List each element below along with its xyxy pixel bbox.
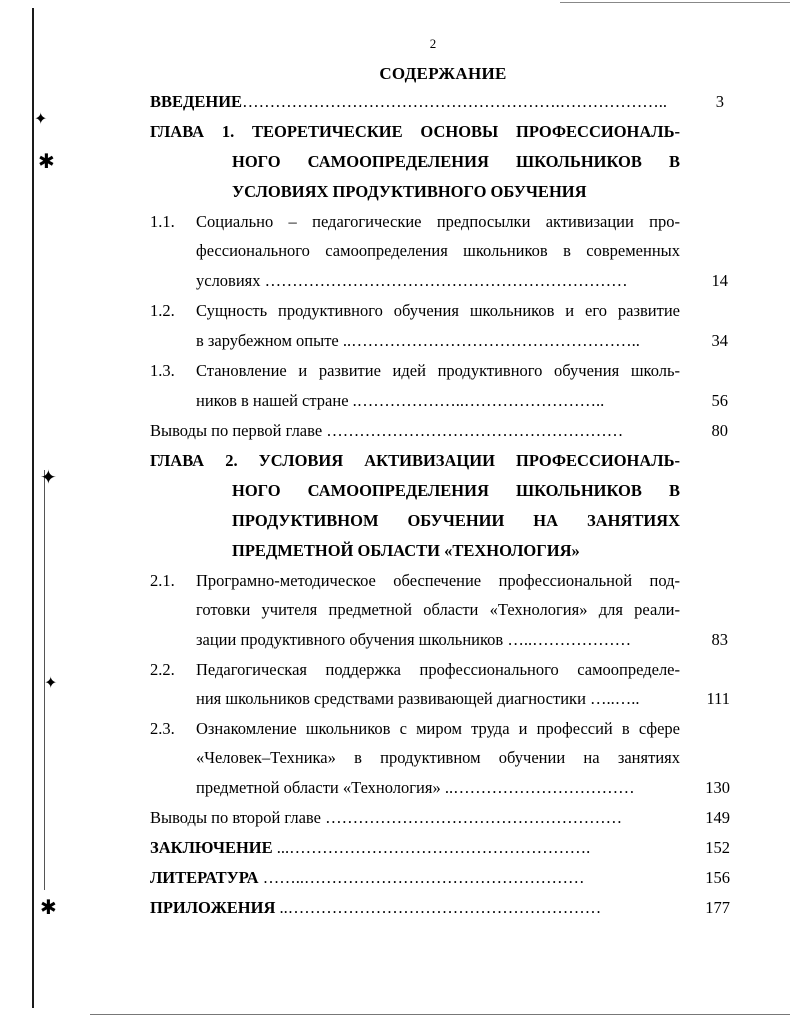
toc-section-number: 2.3. — [150, 719, 175, 738]
chapter-2-heading-line-2: НОГО САМООПРЕДЕЛЕНИЯ ШКОЛЬНИКОВ В — [232, 481, 680, 500]
toc-page-2-2: 111 — [706, 689, 730, 708]
chapter-1-heading-line-1: ГЛАВА 1. ТЕОРЕТИЧЕСКИЕ ОСНОВЫ ПРОФЕССИОНАЛЬ- — [150, 122, 680, 141]
scan-blot-icon: ✦ — [34, 111, 48, 128]
toc-page-intro: 3 — [715, 92, 724, 111]
toc-section-1-2-line-1: Сущность продуктивного обучения школьников и его развитие — [196, 301, 680, 320]
toc-section-2-1-line-3: зации продуктивного обучения школьников …..……………… — [196, 630, 632, 649]
toc-page-literature: 156 — [705, 868, 730, 887]
scan-blot-icon: ✱ — [40, 897, 57, 919]
toc-section-number: 1.2. — [150, 301, 175, 320]
toc-entry-literature: ЛИТЕРАТУРА ……..…………………………………………… — [150, 868, 585, 887]
toc-section-1-2-line-2: в зарубежном опыте ..…………………………………………….. — [196, 331, 640, 350]
toc-page-1-3: 56 — [711, 391, 728, 410]
toc-section-1-3-line-2: ников в нашей стране .………………..…………………….. — [196, 391, 605, 410]
toc-section-number: 1.1. — [150, 212, 175, 231]
scan-blot-icon: ✦ — [40, 467, 57, 489]
toc-section-2-3-line-2: «Человек–Техника» в продуктивном обучении на занятиях — [196, 748, 680, 767]
toc-section-2-2-line-1: Педагогическая поддержка профессионального самоопределе- — [196, 660, 680, 679]
toc-page-2-1: 83 — [711, 630, 728, 649]
page-number: 2 — [429, 36, 437, 51]
toc-page-1-2: 34 — [711, 331, 728, 350]
toc-section-number: 2.2. — [150, 660, 175, 679]
page-title: СОДЕРЖАНИЕ — [379, 64, 507, 83]
toc-page-conclusions-1: 80 — [711, 421, 728, 440]
scan-blot-icon: ✦ — [44, 675, 58, 692]
chapter-2-heading-line-3: ПРОДУКТИВНОМ ОБУЧЕНИИ НА ЗАНЯТИЯХ — [232, 511, 680, 530]
chapter-1-heading-line-3: УСЛОВИЯХ ПРОДУКТИВНОГО ОБУЧЕНИЯ — [232, 182, 587, 201]
toc-entry-appendix: ПРИЛОЖЕНИЯ ..………………………………………………… — [150, 898, 602, 917]
toc-page-1-1: 14 — [711, 271, 728, 290]
toc-section-1-1-line-2: фессионального самоопределения школьников в современных — [196, 241, 680, 260]
scan-edge-bottom — [90, 1014, 790, 1015]
scan-margin-line — [32, 8, 34, 1008]
toc-section-2-2-line-2: ния школьников средствами развивающей диагностики …..….. — [196, 689, 640, 708]
toc-section-1-1-line-3: условиях ………………………………………………………… — [196, 271, 628, 290]
toc-entry-conclusion: ЗАКЛЮЧЕНИЕ ...………………………………………………. — [150, 838, 591, 857]
scan-blot-icon: ✱ — [38, 151, 55, 173]
toc-page-conclusions-2: 149 — [705, 808, 730, 827]
toc-section-2-1-line-1: Програмно-методическое обеспечение профессиональной под- — [196, 571, 680, 590]
toc-conclusions-1: Выводы по первой главе ……………………………………………… — [150, 421, 624, 440]
chapter-2-heading-line-1: ГЛАВА 2. УСЛОВИЯ АКТИВИЗАЦИИ ПРОФЕССИОНАЛЬ- — [150, 451, 680, 470]
scan-edge-top — [560, 2, 790, 3]
toc-section-2-1-line-2: готовки учителя предметной области «Технология» для реали- — [196, 600, 680, 619]
toc-section-2-3-line-1: Ознакомление школьников с миром труда и профессий в сфере — [196, 719, 680, 738]
toc-entry-intro: ВВЕДЕНИЕ………………………………………………….……………….. — [150, 92, 667, 111]
toc-page-2-3: 130 — [705, 778, 730, 797]
toc-section-1-3-line-1: Становление и развитие идей продуктивного обучения школь- — [196, 361, 680, 380]
toc-conclusions-2: Выводы по второй главе ……………………………………………… — [150, 808, 623, 827]
toc-section-2-3-line-3: предметной области «Технология» ..…………………………… — [196, 778, 635, 797]
chapter-2-heading-line-4: ПРЕДМЕТНОЙ ОБЛАСТИ «ТЕХНОЛОГИЯ» — [232, 541, 580, 560]
chapter-1-heading-line-2: НОГО САМООПРЕДЕЛЕНИЯ ШКОЛЬНИКОВ В — [232, 152, 680, 171]
toc-section-1-1-line-1: Социально – педагогические предпосылки активизации про- — [196, 212, 680, 231]
toc-section-number: 1.3. — [150, 361, 175, 380]
toc-section-number: 2.1. — [150, 571, 175, 590]
toc-page-appendix: 177 — [705, 898, 730, 917]
toc-page-conclusion: 152 — [705, 838, 730, 857]
